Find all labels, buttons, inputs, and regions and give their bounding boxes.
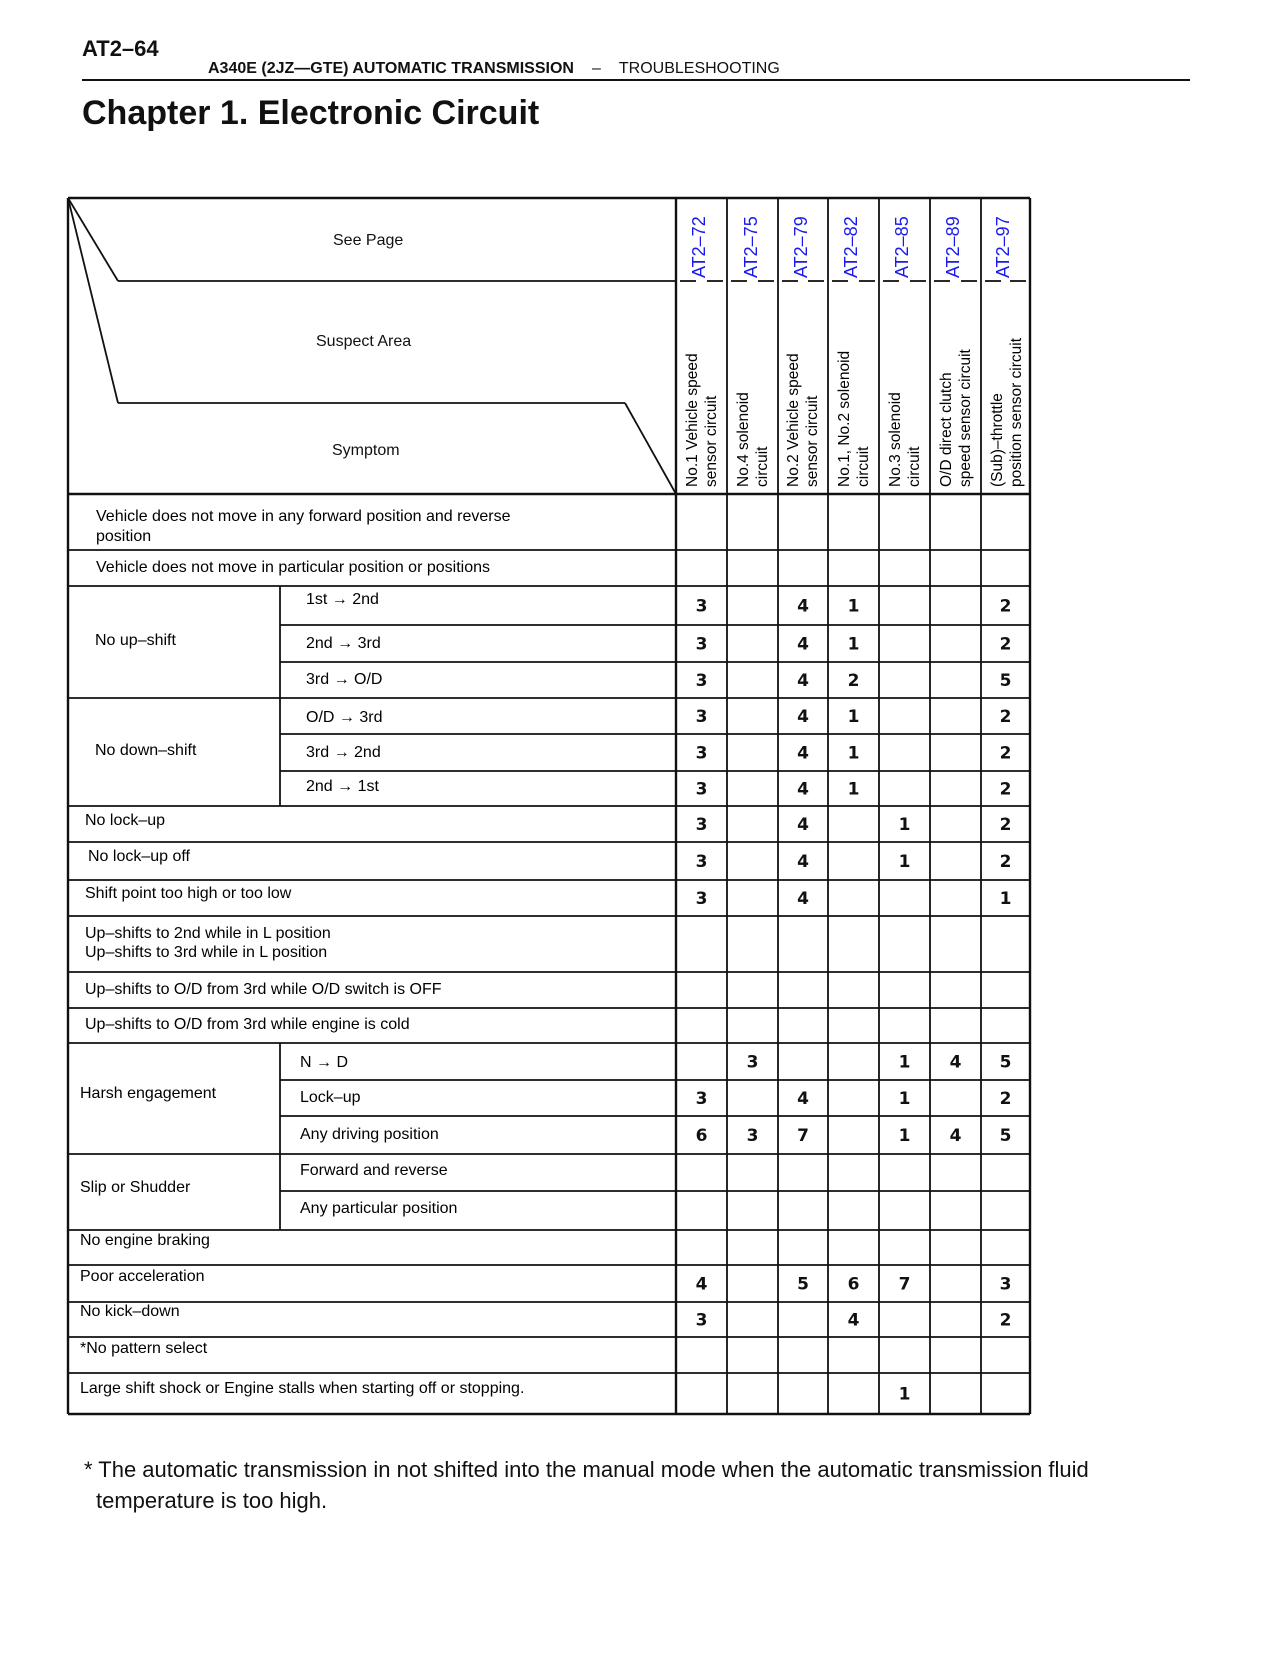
priority-cell-r9-c6: 2 <box>999 852 1012 872</box>
suspect-area-3b: sensor circuit <box>804 395 821 487</box>
column-headers <box>684 216 1025 487</box>
footnote: * The automatic transmission in not shifted into the manual mode when the automatic transmission fluid temperature is too high. <box>84 1457 1089 1513</box>
priority-cell-r20-c6: 3 <box>999 1274 1012 1295</box>
page-number: AT2–64 <box>82 36 159 61</box>
symptom-3: 2nd → 3rd <box>306 635 381 652</box>
suspect-area-3a: No.2 Vehicle speed <box>785 353 802 487</box>
symptom-23: Large shift shock or Engine stalls when starting off or stopping. <box>80 1380 525 1397</box>
symptom-19: No engine braking <box>80 1232 210 1249</box>
priority-cell-r7-c6: 2 <box>999 779 1012 800</box>
priority-cell-r21-c3: 4 <box>847 1310 860 1331</box>
priority-cell-r20-c3: 6 <box>847 1274 860 1295</box>
page-ref-3: AT2–79 <box>791 216 811 278</box>
page-ref-5: AT2–85 <box>892 216 912 278</box>
symptom-1: Vehicle does not move in particular position or positions <box>96 559 490 576</box>
symptom-9: No lock–up off <box>88 848 190 865</box>
symptom-2: 1st → 2nd <box>306 591 379 608</box>
priority-cell-r4-c0: 3 <box>695 671 708 691</box>
corner-diagonal-3 <box>625 403 676 494</box>
priority-cell-r20-c2: 5 <box>797 1274 809 1295</box>
priority-cell-r4-c6: 5 <box>999 671 1012 691</box>
priority-cell-r2-c0: 3 <box>695 596 708 617</box>
priority-cell-r20-c0: 4 <box>695 1274 708 1295</box>
header-suspect-area: Suspect Area <box>316 333 412 350</box>
symptom-16: Any driving position <box>300 1126 439 1143</box>
header-see-page: See Page <box>333 232 404 249</box>
symptom-10: Shift point too high or too low <box>85 885 292 902</box>
priority-cell-r16-c4: 1 <box>898 1126 911 1146</box>
priority-cell-r14-c6: 5 <box>999 1052 1012 1073</box>
group-labels <box>80 632 217 1196</box>
symptom-21: No kick–down <box>80 1303 180 1320</box>
suspect-area-4b: circuit <box>855 446 872 487</box>
group-no-down-shift: No down–shift <box>95 742 197 759</box>
priority-cell-r9-c0: 3 <box>695 852 708 872</box>
priority-cell-r7-c2: 4 <box>797 779 809 800</box>
priority-cell-r4-c2: 4 <box>797 671 809 691</box>
priority-cell-r8-c2: 4 <box>797 815 809 835</box>
priority-cell-r7-c3: 1 <box>847 779 860 800</box>
header-symptom: Symptom <box>332 442 400 459</box>
group-harsh-engagement: Harsh engagement <box>80 1085 217 1102</box>
priority-cell-r8-c6: 2 <box>999 815 1012 835</box>
symptom-13: Up–shifts to O/D from 3rd while engine is cold <box>85 1016 410 1033</box>
header-separator: – <box>591 60 601 77</box>
priority-cell-r10-c6: 1 <box>999 889 1012 909</box>
header-rule <box>82 79 1190 81</box>
running-header <box>208 60 780 78</box>
page-ref-1: AT2–72 <box>689 216 709 278</box>
symptom-15: Lock–up <box>300 1089 361 1106</box>
priority-cell-r8-c4: 1 <box>898 815 911 835</box>
symptom-6: 3rd → 2nd <box>306 744 381 761</box>
page-ref-4: AT2–82 <box>841 216 861 278</box>
symptom-0a: Vehicle does not move in any forward position and reverse <box>96 508 511 525</box>
priority-cell-r9-c2: 4 <box>797 852 809 872</box>
priority-cell-r10-c2: 4 <box>797 889 809 909</box>
suspect-area-2a: No.4 solenoid <box>735 392 752 487</box>
priority-cell-r7-c0: 3 <box>695 779 708 800</box>
priority-cell-r6-c2: 4 <box>797 743 809 764</box>
priority-cell-r21-c6: 2 <box>999 1310 1012 1331</box>
priority-cell-r15-c0: 3 <box>695 1089 708 1109</box>
symptom-11a: Up–shifts to 2nd while in L position <box>85 925 331 942</box>
priority-cell-r2-c6: 2 <box>999 596 1012 617</box>
priority-cell-r15-c2: 4 <box>797 1089 809 1109</box>
symptom-11b: Up–shifts to 3rd while in L position <box>85 944 328 961</box>
priority-cell-r21-c0: 3 <box>695 1310 708 1331</box>
page-ref-7: AT2–97 <box>993 216 1013 278</box>
priority-cell-r20-c4: 7 <box>898 1274 911 1295</box>
suspect-area-1b: sensor circuit <box>703 395 720 487</box>
suspect-area-7b: position sensor circuit <box>1008 337 1025 487</box>
symptom-14: N → D <box>300 1054 348 1071</box>
priority-cell-r16-c0: 6 <box>695 1126 708 1146</box>
priority-cell-r3-c6: 2 <box>999 634 1012 655</box>
suspect-area-5b: circuit <box>906 446 923 487</box>
suspect-area-5a: No.3 solenoid <box>887 392 904 487</box>
priority-cell-r9-c4: 1 <box>898 852 911 872</box>
priority-cell-r16-c1: 3 <box>746 1126 759 1146</box>
corner-diagonal-2 <box>68 198 118 403</box>
priority-cell-r5-c0: 3 <box>695 707 708 727</box>
priority-cell-r16-c5: 4 <box>949 1126 962 1146</box>
priority-cell-r23-c4: 1 <box>898 1384 911 1405</box>
manual-title: A340E (2JZ—GTE) AUTOMATIC TRANSMISSION <box>208 60 574 77</box>
priority-cell-r2-c2: 4 <box>797 596 809 617</box>
group-slip-or-shudder: Slip or Shudder <box>80 1179 191 1196</box>
suspect-area-6a: O/D direct clutch <box>938 372 955 487</box>
chapter-title: Chapter 1. Electronic Circuit <box>82 94 540 132</box>
priority-cell-r6-c6: 2 <box>999 743 1012 764</box>
section-name: TROUBLESHOOTING <box>618 60 780 77</box>
priority-cell-r3-c0: 3 <box>695 634 708 655</box>
page-ref-6: AT2–89 <box>943 216 963 278</box>
priority-cell-r8-c0: 3 <box>695 815 708 835</box>
symptom-12: Up–shifts to O/D from 3rd while O/D switch is OFF <box>85 981 442 998</box>
suspect-area-4a: No.1, No.2 solenoid <box>836 350 853 487</box>
priority-cell-r14-c4: 1 <box>898 1052 911 1073</box>
symptom-7: 2nd → 1st <box>306 778 379 795</box>
priority-cell-r3-c2: 4 <box>797 634 809 655</box>
symptom-4: 3rd → O/D <box>306 671 383 688</box>
priority-cells <box>696 597 1012 1405</box>
suspect-area-6b: speed sensor circuit <box>957 349 974 487</box>
symptom-18: Any particular position <box>300 1200 458 1217</box>
priority-cell-r15-c6: 2 <box>999 1089 1012 1109</box>
symptom-20: Poor acceleration <box>80 1268 205 1285</box>
priority-cell-r5-c3: 1 <box>847 707 860 727</box>
priority-cell-r2-c3: 1 <box>847 596 860 617</box>
priority-cell-r16-c6: 5 <box>999 1126 1012 1146</box>
priority-cell-r6-c0: 3 <box>695 743 708 764</box>
suspect-area-2b: circuit <box>754 446 771 487</box>
priority-cell-r3-c3: 1 <box>847 634 860 655</box>
corner-diagonal-1 <box>68 198 118 281</box>
priority-cell-r5-c6: 2 <box>999 707 1012 727</box>
priority-cell-r15-c4: 1 <box>898 1089 911 1109</box>
symptom-22: *No pattern select <box>80 1340 208 1357</box>
priority-cell-r5-c2: 4 <box>797 707 809 727</box>
priority-cell-r6-c3: 1 <box>847 743 860 764</box>
symptom-0b: position <box>96 528 152 545</box>
table-grid <box>68 198 1030 1414</box>
priority-cell-r16-c2: 7 <box>797 1126 809 1146</box>
symptom-labels <box>80 508 524 1397</box>
priority-cell-r10-c0: 3 <box>695 889 708 909</box>
page-ref-2: AT2–75 <box>741 216 761 278</box>
priority-cell-r4-c3: 2 <box>847 671 860 691</box>
symptom-5: O/D → 3rd <box>306 709 383 726</box>
priority-cell-r14-c1: 3 <box>746 1052 759 1073</box>
symptom-8: No lock–up <box>85 812 166 829</box>
priority-cell-r14-c5: 4 <box>949 1052 962 1073</box>
group-no-up-shift: No up–shift <box>95 632 176 649</box>
suspect-area-7a: (Sub)–throttle <box>989 393 1006 487</box>
symptom-17: Forward and reverse <box>300 1162 448 1179</box>
suspect-area-1a: No.1 Vehicle speed <box>684 353 701 487</box>
